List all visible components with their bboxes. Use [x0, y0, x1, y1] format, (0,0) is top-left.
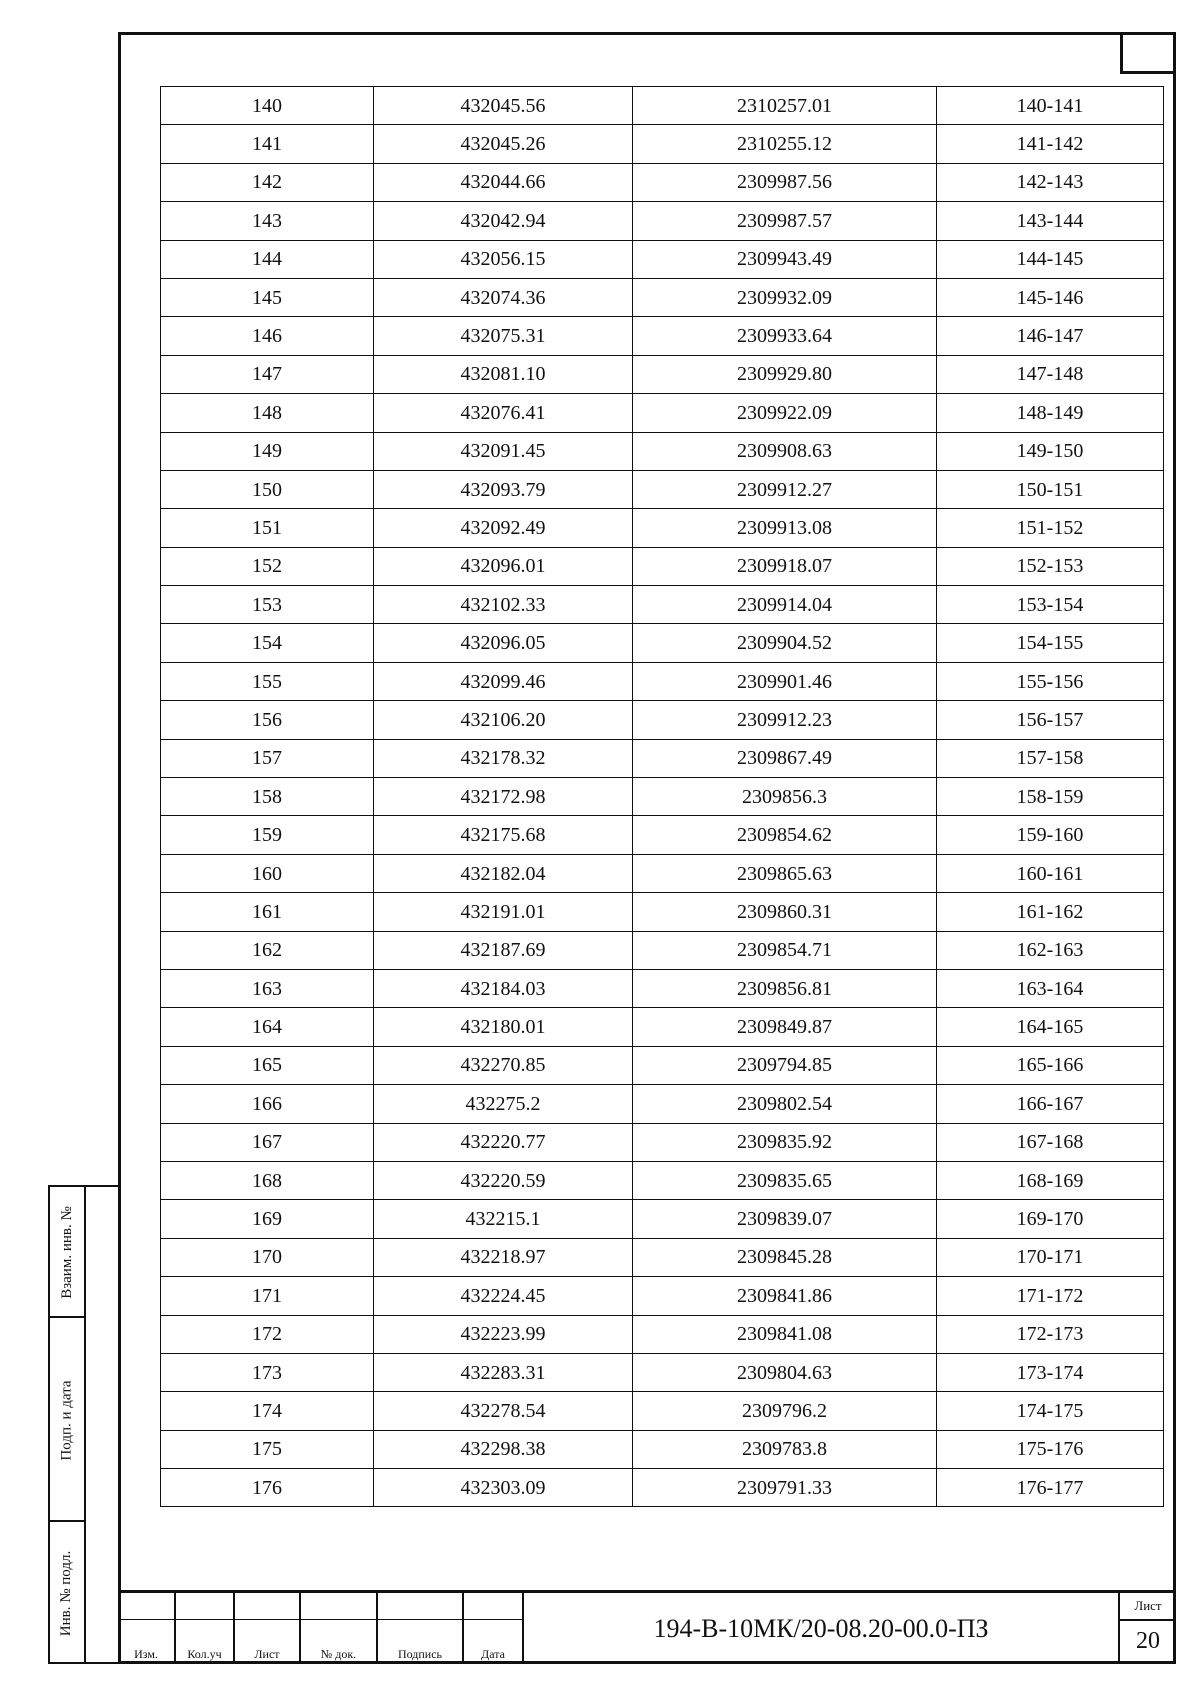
- point-number-cell: 158: [161, 778, 374, 816]
- table-row: [161, 1046, 1164, 1084]
- point-number-cell: 156: [161, 701, 374, 739]
- segment-cell: 150-151: [937, 470, 1164, 508]
- point-number-cell: 174: [161, 1392, 374, 1430]
- table-row: [161, 1008, 1164, 1046]
- x-coordinate-cell: 432283.31: [374, 1353, 633, 1391]
- table-row: [161, 1392, 1164, 1430]
- x-coordinate-cell: 432180.01: [374, 1008, 633, 1046]
- side-label-cell: [50, 1318, 84, 1522]
- x-coordinate-cell: 432172.98: [374, 778, 633, 816]
- table-row: [161, 1200, 1164, 1238]
- point-number-cell: 159: [161, 816, 374, 854]
- segment-cell: 145-146: [937, 278, 1164, 316]
- x-coordinate-cell: 432220.77: [374, 1123, 633, 1161]
- y-coordinate-cell: 2310257.01: [633, 87, 937, 125]
- table-row: [161, 739, 1164, 777]
- side-strip-divider: [84, 1187, 86, 1662]
- x-coordinate-cell: 432044.66: [374, 163, 633, 201]
- table-row: [161, 1123, 1164, 1161]
- revision-col-label: Подпись: [397, 1647, 443, 1661]
- segment-cell: 160-161: [937, 854, 1164, 892]
- table-row: [161, 1161, 1164, 1199]
- point-number-cell: 140: [161, 87, 374, 125]
- table-row: [161, 1277, 1164, 1315]
- segment-cell: 159-160: [937, 816, 1164, 854]
- segment-cell: 141-142: [937, 125, 1164, 163]
- x-coordinate-cell: 432215.1: [374, 1200, 633, 1238]
- y-coordinate-cell: 2309854.71: [633, 931, 937, 969]
- segment-cell: 173-174: [937, 1353, 1164, 1391]
- segment-cell: 164-165: [937, 1008, 1164, 1046]
- y-coordinate-cell: 2309791.33: [633, 1469, 937, 1507]
- table-row: [161, 624, 1164, 662]
- revision-col-koluch: [176, 1593, 235, 1664]
- point-number-cell: 153: [161, 586, 374, 624]
- y-coordinate-cell: 2309845.28: [633, 1238, 937, 1276]
- point-number-cell: 141: [161, 125, 374, 163]
- x-coordinate-cell: 432182.04: [374, 854, 633, 892]
- x-coordinate-cell: 432074.36: [374, 278, 633, 316]
- segment-cell: 153-154: [937, 586, 1164, 624]
- y-coordinate-cell: 2309913.08: [633, 509, 937, 547]
- y-coordinate-cell: 2309860.31: [633, 893, 937, 931]
- y-coordinate-cell: 2309867.49: [633, 739, 937, 777]
- table-row: [161, 1315, 1164, 1353]
- x-coordinate-cell: 432270.85: [374, 1046, 633, 1084]
- segment-cell: 176-177: [937, 1469, 1164, 1507]
- table-row: [161, 547, 1164, 585]
- table-row: [161, 969, 1164, 1007]
- x-coordinate-cell: 432175.68: [374, 816, 633, 854]
- point-number-cell: 160: [161, 854, 374, 892]
- revision-col-list: [235, 1593, 301, 1664]
- x-coordinate-cell: 432096.01: [374, 547, 633, 585]
- point-number-cell: 172: [161, 1315, 374, 1353]
- segment-cell: 169-170: [937, 1200, 1164, 1238]
- y-coordinate-cell: 2309914.04: [633, 586, 937, 624]
- table-row: [161, 586, 1164, 624]
- point-number-cell: 142: [161, 163, 374, 201]
- point-number-cell: 176: [161, 1469, 374, 1507]
- table-row: [161, 125, 1164, 163]
- table-row: [161, 1238, 1164, 1276]
- x-coordinate-cell: 432056.15: [374, 240, 633, 278]
- segment-cell: 151-152: [937, 509, 1164, 547]
- y-coordinate-cell: 2309922.09: [633, 394, 937, 432]
- x-coordinate-cell: 432045.26: [374, 125, 633, 163]
- y-coordinate-cell: 2309904.52: [633, 624, 937, 662]
- segment-cell: 168-169: [937, 1161, 1164, 1199]
- point-number-cell: 152: [161, 547, 374, 585]
- y-coordinate-cell: 2309841.86: [633, 1277, 937, 1315]
- point-number-cell: 166: [161, 1085, 374, 1123]
- x-coordinate-cell: 432076.41: [374, 394, 633, 432]
- y-coordinate-cell: 2309783.8: [633, 1430, 937, 1468]
- y-coordinate-cell: 2309849.87: [633, 1008, 937, 1046]
- revision-col-label: № док.: [320, 1647, 357, 1661]
- segment-cell: 154-155: [937, 624, 1164, 662]
- y-coordinate-cell: 2309912.27: [633, 470, 937, 508]
- table-row: [161, 355, 1164, 393]
- x-coordinate-cell: 432187.69: [374, 931, 633, 969]
- side-label-signature-date: Подп. и дата: [58, 1379, 75, 1461]
- segment-cell: 148-149: [937, 394, 1164, 432]
- y-coordinate-cell: 2309987.56: [633, 163, 937, 201]
- table-row: [161, 662, 1164, 700]
- point-number-cell: 170: [161, 1238, 374, 1276]
- segment-cell: 152-153: [937, 547, 1164, 585]
- table-row: [161, 240, 1164, 278]
- side-label-cell: [50, 1187, 84, 1318]
- segment-cell: 142-143: [937, 163, 1164, 201]
- table-row: [161, 854, 1164, 892]
- point-number-cell: 163: [161, 969, 374, 1007]
- point-number-cell: 151: [161, 509, 374, 547]
- table-row: [161, 931, 1164, 969]
- y-coordinate-cell: 2309933.64: [633, 317, 937, 355]
- x-coordinate-cell: 432096.05: [374, 624, 633, 662]
- table-row: [161, 1469, 1164, 1507]
- y-coordinate-cell: 2309856.81: [633, 969, 937, 1007]
- segment-cell: 163-164: [937, 969, 1164, 1007]
- x-coordinate-cell: 432184.03: [374, 969, 633, 1007]
- segment-cell: 165-166: [937, 1046, 1164, 1084]
- point-number-cell: 144: [161, 240, 374, 278]
- x-coordinate-cell: 432081.10: [374, 355, 633, 393]
- point-number-cell: 162: [161, 931, 374, 969]
- table-row: [161, 509, 1164, 547]
- table-row: [161, 202, 1164, 240]
- point-number-cell: 161: [161, 893, 374, 931]
- revision-col-label: Лист: [254, 1647, 280, 1661]
- corner-box: [1120, 32, 1176, 74]
- point-number-cell: 143: [161, 202, 374, 240]
- table-row: [161, 778, 1164, 816]
- y-coordinate-cell: 2309835.92: [633, 1123, 937, 1161]
- revision-col-doc: [301, 1593, 378, 1664]
- point-number-cell: 157: [161, 739, 374, 777]
- segment-cell: 149-150: [937, 432, 1164, 470]
- x-coordinate-cell: 432218.97: [374, 1238, 633, 1276]
- x-coordinate-cell: 432091.45: [374, 432, 633, 470]
- segment-cell: 175-176: [937, 1430, 1164, 1468]
- segment-cell: 166-167: [937, 1085, 1164, 1123]
- x-coordinate-cell: 432092.49: [374, 509, 633, 547]
- x-coordinate-cell: 432223.99: [374, 1315, 633, 1353]
- y-coordinate-cell: 2309835.65: [633, 1161, 937, 1199]
- segment-cell: 143-144: [937, 202, 1164, 240]
- coordinates-table: [160, 86, 1164, 1507]
- sheet-box: [1118, 1593, 1176, 1664]
- segment-cell: 161-162: [937, 893, 1164, 931]
- point-number-cell: 165: [161, 1046, 374, 1084]
- y-coordinate-cell: 2309987.57: [633, 202, 937, 240]
- segment-cell: 170-171: [937, 1238, 1164, 1276]
- revision-col-label: Изм.: [134, 1647, 158, 1661]
- point-number-cell: 175: [161, 1430, 374, 1468]
- table-row: [161, 432, 1164, 470]
- point-number-cell: 167: [161, 1123, 374, 1161]
- segment-cell: 167-168: [937, 1123, 1164, 1161]
- side-label-cell: [50, 1522, 84, 1664]
- table-row: [161, 278, 1164, 316]
- x-coordinate-cell: 432099.46: [374, 662, 633, 700]
- point-number-cell: 145: [161, 278, 374, 316]
- y-coordinate-cell: 2309929.80: [633, 355, 937, 393]
- revision-col-date: [464, 1593, 524, 1664]
- x-coordinate-cell: 432191.01: [374, 893, 633, 931]
- y-coordinate-cell: 2309804.63: [633, 1353, 937, 1391]
- revision-col-label: Дата: [481, 1647, 505, 1661]
- point-number-cell: 173: [161, 1353, 374, 1391]
- point-number-cell: 148: [161, 394, 374, 432]
- table-row: [161, 470, 1164, 508]
- x-coordinate-cell: 432275.2: [374, 1085, 633, 1123]
- point-number-cell: 155: [161, 662, 374, 700]
- segment-cell: 144-145: [937, 240, 1164, 278]
- table-row: [161, 163, 1164, 201]
- x-coordinate-cell: 432224.45: [374, 1277, 633, 1315]
- y-coordinate-cell: 2309901.46: [633, 662, 937, 700]
- y-coordinate-cell: 2309908.63: [633, 432, 937, 470]
- segment-cell: 140-141: [937, 87, 1164, 125]
- x-coordinate-cell: 432178.32: [374, 739, 633, 777]
- x-coordinate-cell: 432278.54: [374, 1392, 633, 1430]
- point-number-cell: 147: [161, 355, 374, 393]
- y-coordinate-cell: 2309854.62: [633, 816, 937, 854]
- table-row: [161, 87, 1164, 125]
- side-label-exchange-inv: Взаим. инв. №: [58, 1206, 75, 1299]
- x-coordinate-cell: 432106.20: [374, 701, 633, 739]
- x-coordinate-cell: 432042.94: [374, 202, 633, 240]
- y-coordinate-cell: 2309865.63: [633, 854, 937, 892]
- y-coordinate-cell: 2309912.23: [633, 701, 937, 739]
- revision-grid: [118, 1593, 524, 1664]
- point-number-cell: 168: [161, 1161, 374, 1199]
- coordinates-table-body: [161, 87, 1164, 1507]
- table-row: [161, 1085, 1164, 1123]
- segment-cell: 157-158: [937, 739, 1164, 777]
- segment-cell: 174-175: [937, 1392, 1164, 1430]
- y-coordinate-cell: 2309856.3: [633, 778, 937, 816]
- point-number-cell: 146: [161, 317, 374, 355]
- segment-cell: 172-173: [937, 1315, 1164, 1353]
- y-coordinate-cell: 2310255.12: [633, 125, 937, 163]
- table-row: [161, 701, 1164, 739]
- x-coordinate-cell: 432298.38: [374, 1430, 633, 1468]
- y-coordinate-cell: 2309943.49: [633, 240, 937, 278]
- segment-cell: 171-172: [937, 1277, 1164, 1315]
- table-row: [161, 1353, 1164, 1391]
- x-coordinate-cell: 432093.79: [374, 470, 633, 508]
- table-row: [161, 816, 1164, 854]
- y-coordinate-cell: 2309918.07: [633, 547, 937, 585]
- x-coordinate-cell: 432303.09: [374, 1469, 633, 1507]
- side-label-original-inv: Инв. № подл.: [58, 1550, 75, 1636]
- y-coordinate-cell: 2309796.2: [633, 1392, 937, 1430]
- sheet-label: Лист: [1120, 1593, 1176, 1621]
- segment-cell: 146-147: [937, 317, 1164, 355]
- table-row: [161, 893, 1164, 931]
- point-number-cell: 169: [161, 1200, 374, 1238]
- table-row: [161, 394, 1164, 432]
- y-coordinate-cell: 2309794.85: [633, 1046, 937, 1084]
- sheet-number: 20: [1136, 1628, 1160, 1654]
- segment-cell: 147-148: [937, 355, 1164, 393]
- x-coordinate-cell: 432102.33: [374, 586, 633, 624]
- x-coordinate-cell: 432045.56: [374, 87, 633, 125]
- title-block: [118, 1590, 1176, 1664]
- x-coordinate-cell: 432075.31: [374, 317, 633, 355]
- table-row: [161, 1430, 1164, 1468]
- point-number-cell: 154: [161, 624, 374, 662]
- y-coordinate-cell: 2309932.09: [633, 278, 937, 316]
- point-number-cell: 150: [161, 470, 374, 508]
- revision-col-signature: [378, 1593, 464, 1664]
- y-coordinate-cell: 2309802.54: [633, 1085, 937, 1123]
- x-coordinate-cell: 432220.59: [374, 1161, 633, 1199]
- point-number-cell: 164: [161, 1008, 374, 1046]
- document-code: 194-В-10МК/20-08.20-00.0-ПЗ: [653, 1613, 989, 1643]
- y-coordinate-cell: 2309839.07: [633, 1200, 937, 1238]
- segment-cell: 156-157: [937, 701, 1164, 739]
- table-row: [161, 317, 1164, 355]
- segment-cell: 155-156: [937, 662, 1164, 700]
- point-number-cell: 149: [161, 432, 374, 470]
- y-coordinate-cell: 2309841.08: [633, 1315, 937, 1353]
- revision-col-label: Кол.уч: [187, 1647, 222, 1661]
- point-number-cell: 171: [161, 1277, 374, 1315]
- segment-cell: 162-163: [937, 931, 1164, 969]
- revision-col-izm: [118, 1593, 176, 1664]
- side-strip: [48, 1185, 118, 1664]
- segment-cell: 158-159: [937, 778, 1164, 816]
